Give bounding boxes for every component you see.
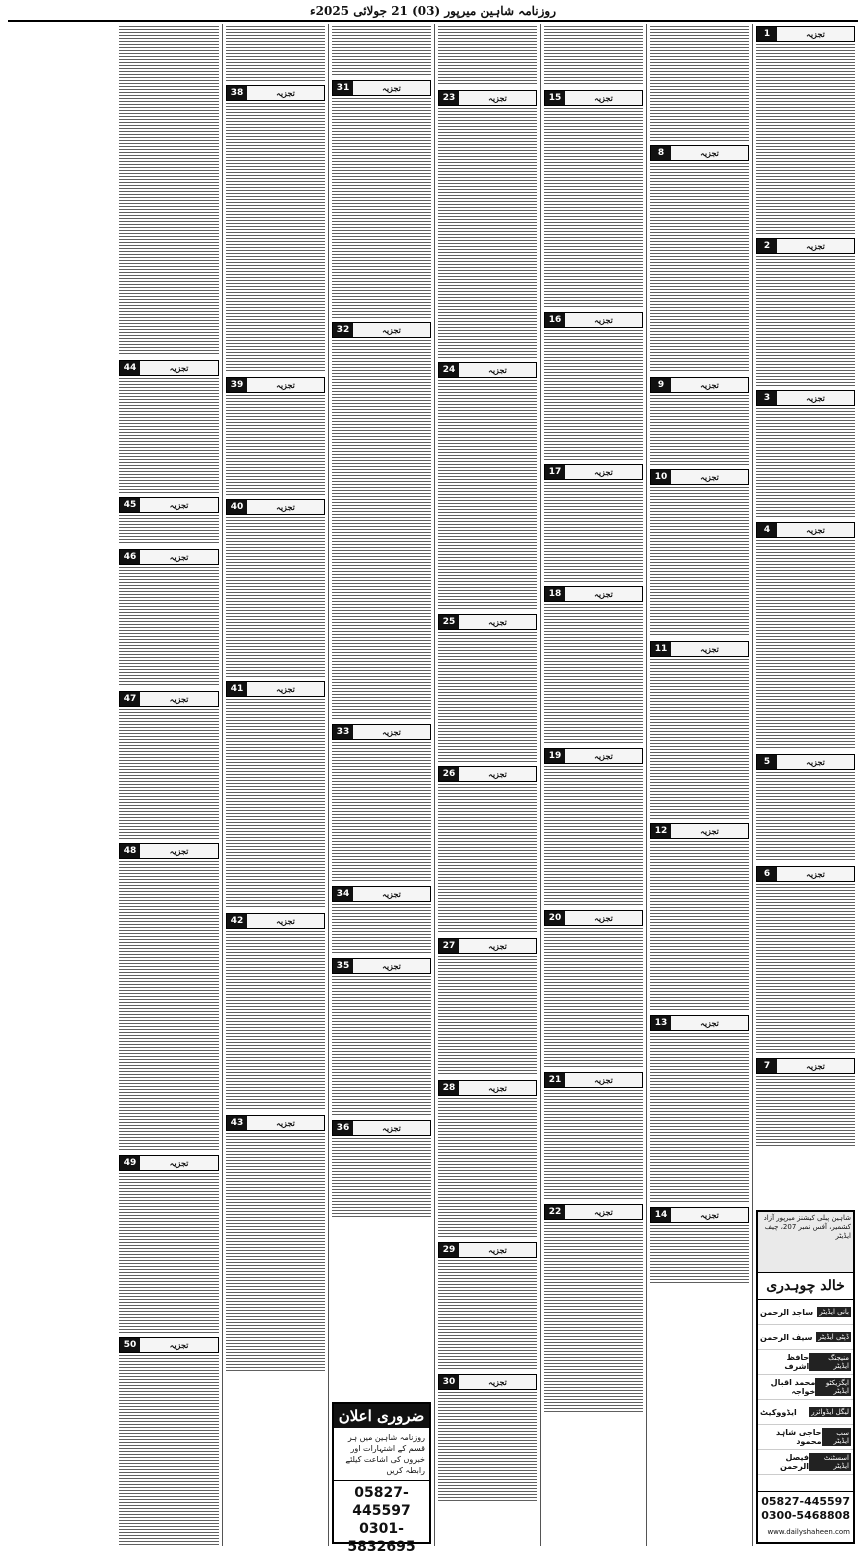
- article-text: [226, 931, 325, 1111]
- article-text: [119, 1173, 219, 1333]
- section-badge: تجزیہ 21: [544, 1072, 643, 1088]
- section-badge: تجزیہ 48: [119, 843, 219, 859]
- staff-row: لیگل ایڈوائزر ایڈووکیٹ: [758, 1400, 853, 1425]
- column-3: [540, 24, 646, 1546]
- section-badge: تجزیہ 23: [438, 90, 537, 106]
- column-7: [116, 24, 222, 1546]
- article-text: [332, 26, 431, 76]
- section-badge: تجزیہ 9: [650, 377, 749, 393]
- article-text: [650, 659, 749, 819]
- article-text: [438, 1260, 537, 1370]
- article-text: [226, 395, 325, 495]
- article-text: [650, 841, 749, 1011]
- section-badge: تجزیہ 18: [544, 586, 643, 602]
- article-text: [438, 1392, 537, 1502]
- staff-row: ڈپٹی ایڈیٹر سیف الرحمن: [758, 1325, 853, 1350]
- section-badge: تجزیہ 22: [544, 1204, 643, 1220]
- section-badge: تجزیہ 47: [119, 691, 219, 707]
- article-text: [544, 108, 643, 308]
- article-text: [756, 256, 855, 386]
- section-badge: تجزیہ 15: [544, 90, 643, 106]
- staff-row: سب ایڈیٹر حاجی شاہد محمود: [758, 1425, 853, 1450]
- article-text: [544, 26, 643, 86]
- contact-phones: [758, 1491, 853, 1542]
- info-address: شاہین پبلی کیشنز میرپور آزاد کشمیر، آفس نمبر 207، چیف ایڈیٹر: [758, 1212, 853, 1273]
- article-text: [650, 395, 749, 465]
- masthead: [8, 2, 858, 22]
- phone-1: 05827-445597: [761, 1495, 850, 1508]
- section-badge: تجزیہ 13: [650, 1015, 749, 1031]
- section-badge: تجزیہ 5: [756, 754, 855, 770]
- section-badge: تجزیہ 8: [650, 145, 749, 161]
- columns: [8, 24, 858, 1555]
- section-badge: تجزیہ 11: [650, 641, 749, 657]
- section-badge: تجزیہ 27: [438, 938, 537, 954]
- article-text: [438, 26, 537, 86]
- phone-2: 0300-5468808: [761, 1509, 850, 1522]
- notice-phones: [334, 1480, 429, 1559]
- section-badge: تجزیہ 32: [332, 322, 431, 338]
- article-text: [756, 540, 855, 750]
- chief-editor-logo: خالد چوہدری: [758, 1273, 853, 1300]
- column-2: [646, 24, 752, 1546]
- article-text: [650, 1225, 749, 1285]
- notice-title: ضروری اعلان: [334, 1404, 429, 1428]
- section-badge: تجزیہ 1: [756, 26, 855, 42]
- article-text: [650, 1033, 749, 1203]
- section-badge: تجزیہ 44: [119, 360, 219, 376]
- article-text: [544, 1090, 643, 1200]
- article-text: [756, 884, 855, 1054]
- section-badge: تجزیہ 12: [650, 823, 749, 839]
- section-badge: تجزیہ 28: [438, 1080, 537, 1096]
- article-text: [756, 1076, 855, 1146]
- article-text: [226, 1133, 325, 1373]
- website-link[interactable]: www.dailyshaheen.com: [767, 1528, 850, 1536]
- article-text: [226, 26, 325, 81]
- notice-body: روزنامہ شاہین میں ہر قسم کے اشتہارات اور خبروں کی اشاعت کیلئے رابطہ کریں: [345, 1433, 425, 1475]
- staff-row: اسسٹنٹ ایڈیٹر فیصل الرحمن: [758, 1450, 853, 1475]
- section-badge: تجزیہ 38: [226, 85, 325, 101]
- article-text: [544, 766, 643, 906]
- article-text: [544, 482, 643, 582]
- section-badge: تجزیہ 14: [650, 1207, 749, 1223]
- staff-row: ایگزیکٹو ایڈیٹر محمد اقبال خواجہ: [758, 1375, 853, 1400]
- article-text: [438, 956, 537, 1076]
- section-badge: تجزیہ 39: [226, 377, 325, 393]
- section-badge: تجزیہ 24: [438, 362, 537, 378]
- section-badge: تجزیہ 42: [226, 913, 325, 929]
- column-1: [752, 24, 858, 1546]
- staff-row: منیجنگ ایڈیٹر حافظ اشرف: [758, 1350, 853, 1375]
- article-text: [226, 103, 325, 373]
- section-badge: تجزیہ 35: [332, 958, 431, 974]
- section-badge: تجزیہ 17: [544, 464, 643, 480]
- article-text: [332, 98, 431, 318]
- section-badge: تجزیہ 49: [119, 1155, 219, 1171]
- section-badge: تجزیہ 20: [544, 910, 643, 926]
- article-text: [332, 1138, 431, 1218]
- article-text: [119, 861, 219, 1151]
- section-badge: تجزیہ 26: [438, 766, 537, 782]
- section-badge: تجزیہ 19: [544, 748, 643, 764]
- article-text: [756, 408, 855, 518]
- article-text: [438, 632, 537, 762]
- article-text: [119, 567, 219, 687]
- staff-row: بانی ایڈیٹر ساجد الرحمن: [758, 1300, 853, 1325]
- section-badge: تجزیہ 31: [332, 80, 431, 96]
- article-text: [544, 1222, 643, 1412]
- important-notice: [332, 1402, 431, 1555]
- section-badge: تجزیہ 16: [544, 312, 643, 328]
- article-text: [544, 928, 643, 1068]
- article-text: [332, 976, 431, 1116]
- section-badge: تجزیہ 50: [119, 1337, 219, 1353]
- section-badge: تجزیہ 36: [332, 1120, 431, 1136]
- section-badge: تجزیہ 29: [438, 1242, 537, 1258]
- section-badge: تجزیہ 43: [226, 1115, 325, 1131]
- page-title: روزنامہ شاہین میرپور (03) 21 جولائی 2025ء: [309, 4, 557, 18]
- section-badge: تجزیہ 30: [438, 1374, 537, 1390]
- notice-phone-1: 05827-445597: [352, 1485, 411, 1519]
- article-text: [332, 904, 431, 954]
- masthead-info-box: [756, 1210, 855, 1544]
- section-badge: تجزیہ 4: [756, 522, 855, 538]
- section-badge: تجزیہ 33: [332, 724, 431, 740]
- section-badge: تجزیہ 45: [119, 497, 219, 513]
- section-badge: تجزیہ 25: [438, 614, 537, 630]
- column-6: [222, 24, 328, 1546]
- article-text: [438, 784, 537, 934]
- article-text: [438, 108, 537, 358]
- article-text: [119, 378, 219, 493]
- section-badge: تجزیہ 40: [226, 499, 325, 515]
- article-text: [650, 163, 749, 373]
- article-text: [226, 517, 325, 677]
- column-4: [434, 24, 540, 1546]
- article-text: [332, 340, 431, 720]
- article-text: [226, 699, 325, 909]
- notice-phone-2: 0301-5832695: [347, 1521, 416, 1555]
- article-text: [544, 604, 643, 744]
- article-text: [119, 26, 219, 356]
- article-text: [438, 380, 537, 610]
- article-text: [332, 742, 431, 882]
- column-5: [328, 24, 434, 1555]
- article-text: [119, 709, 219, 839]
- section-badge: تجزیہ 34: [332, 886, 431, 902]
- section-badge: تجزیہ 10: [650, 469, 749, 485]
- article-text: [756, 44, 855, 234]
- article-text: [438, 1098, 537, 1238]
- article-text: [650, 26, 749, 141]
- section-badge: تجزیہ 41: [226, 681, 325, 697]
- article-text: [119, 515, 219, 545]
- section-badge: تجزیہ 7: [756, 1058, 855, 1074]
- section-badge: تجزیہ 6: [756, 866, 855, 882]
- article-text: [544, 330, 643, 460]
- section-badge: تجزیہ 46: [119, 549, 219, 565]
- article-text: [650, 487, 749, 637]
- article-text: [119, 1355, 219, 1545]
- section-badge: تجزیہ 2: [756, 238, 855, 254]
- article-text: [756, 772, 855, 862]
- section-badge: تجزیہ 3: [756, 390, 855, 406]
